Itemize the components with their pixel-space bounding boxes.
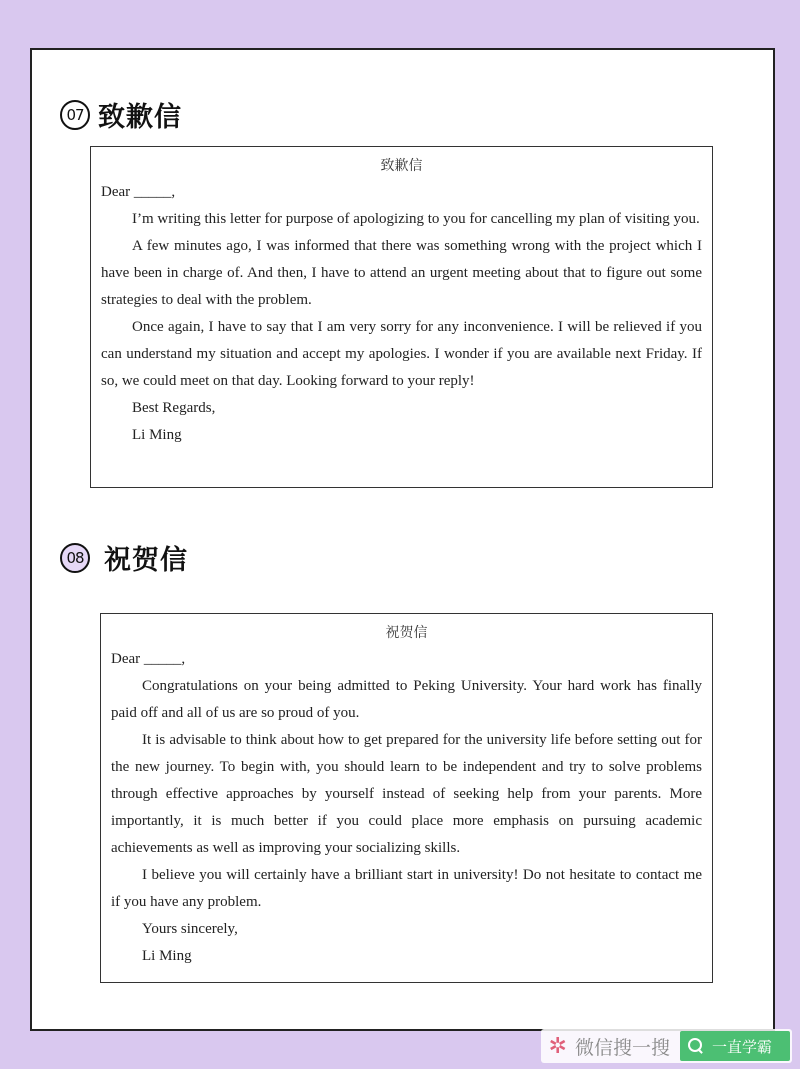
- apology-letter: [90, 146, 713, 488]
- letter-paragraph: I’m writing this letter for purpose of apologizing to you for cancelling my plan of visiting you.: [132, 211, 700, 227]
- letter-paragraph: Once again, I have to say that I am very sorry for any inconvenience. I will be relieved if you can understand my situation and accept my apologies. I wonder if you are available next Friday. If so, we could meet on that day. Looking forward to your reply!: [101, 319, 702, 389]
- congratulation-letter: [100, 613, 713, 983]
- letter-signature: Li Ming: [142, 948, 192, 964]
- section-number-badge: 08: [60, 543, 90, 573]
- weixin-search-logo-icon: ✲: [548, 1033, 567, 1059]
- letter-closing: Best Regards,: [132, 400, 216, 416]
- letter-salutation: Dear _____,: [101, 184, 176, 200]
- letter-paragraph: Congratulations on your being admitted to Peking University. Your hard work has finally paid off and all of us are so proud of you.: [111, 678, 702, 721]
- letter-closing: Yours sincerely,: [142, 921, 238, 937]
- wechat-search-label: 微信搜一搜: [574, 1036, 670, 1059]
- letter-signature: Li Ming: [132, 427, 182, 443]
- wechat-search-label-group: [541, 1033, 680, 1060]
- letter-title: 致歉信: [380, 158, 423, 174]
- search-query-button[interactable]: [680, 1031, 790, 1061]
- section-title: 致歉信: [98, 102, 182, 133]
- letter-salutation: Dear _____,: [111, 651, 186, 667]
- section-title: 祝贺信: [104, 545, 188, 576]
- section-heading-07: [60, 95, 182, 134]
- document-sheet: [30, 48, 775, 1031]
- letter-paragraph: A few minutes ago, I was informed that there was something wrong with the project which I have been in charge of. And then, I have to attend an urgent meeting about that to figure out some strategies to deal with the problem.: [101, 238, 702, 308]
- search-query-text: 一直学霸: [711, 1037, 772, 1056]
- section-heading-08: [60, 538, 188, 577]
- letter-paragraph: I believe you will certainly have a brilliant start in university! Do not hesitate to contact me if you have any problem.: [111, 867, 702, 910]
- search-icon: [688, 1038, 704, 1054]
- section-number-badge: 07: [60, 100, 90, 130]
- letter-paragraph: It is advisable to think about how to get prepared for the university life before setting out for the new journey. To begin with, you should learn to be independent and try to solve problems through effective approaches by yourself instead of seeking help from your parents. More importantly, it is much better if you could place more emphasis on pursuing academic achievements as well as improving your socializing skills.: [111, 732, 702, 856]
- letter-title: 祝贺信: [385, 625, 428, 641]
- wechat-search-watermark: [541, 1029, 792, 1063]
